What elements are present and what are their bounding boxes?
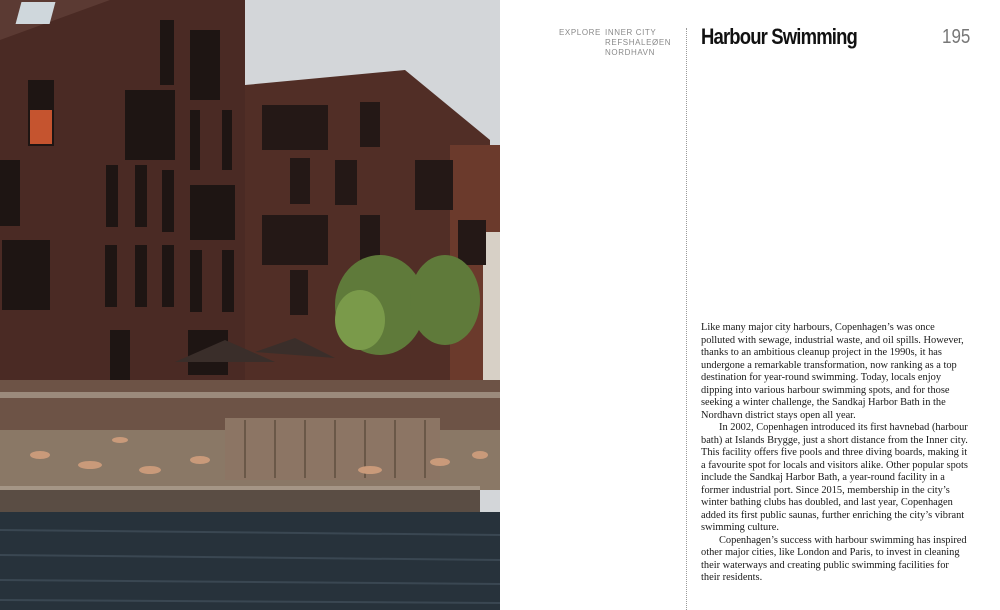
page-title: Harbour Swimming [701,24,857,49]
paragraph: Copenhagen’s success with harbour swimming has inspired other major cities, like London and Paris, to invest in cleaning their waterways and creating public swimming facilities for their residents. [701,534,967,583]
area-item: NORDHAVN [605,48,655,57]
paragraph: Like many major city harbours, Copenhagen’s was once polluted with sewage, industrial waste, and oil spills. However, thanks to an ambitious cleanup project in the 1990s, it has undergone a remarkable transformation, now ranking as a top destination for year-round swimming. Today, locals enjoy dipping into various harbour swimming spots, and for those seeking a winter challenge, the Sandkaj Harbor Bath in the Nordhavn district stays open all year. [701,322,964,421]
area-list [605,28,671,58]
area-item: REFSHALEØEN [605,38,672,47]
section-label: EXPLORE [559,28,601,37]
dotted-divider [686,28,687,610]
page-number: 195 [941,26,970,48]
paragraph: In 2002, Copenhagen introduced its first havnebad (harbour bath) at Islands Brygge, just a short distance from the Inner city. This facility offers five pools and three diving boards, making it a favourite spot for locals and visitors alike. Other popular spots include the Sandkaj Harbor Bath, a year-round facility in a former industrial port. Since 2015, membership in the city’s winter bathing clubs has doubled, and last year, Copenhagen added its first public saunas, further enriching the city’s vibrant swimming culture. [701,422,968,533]
article-page [500,0,1000,610]
area-item: INNER CITY [605,28,657,37]
article-body [701,322,969,585]
